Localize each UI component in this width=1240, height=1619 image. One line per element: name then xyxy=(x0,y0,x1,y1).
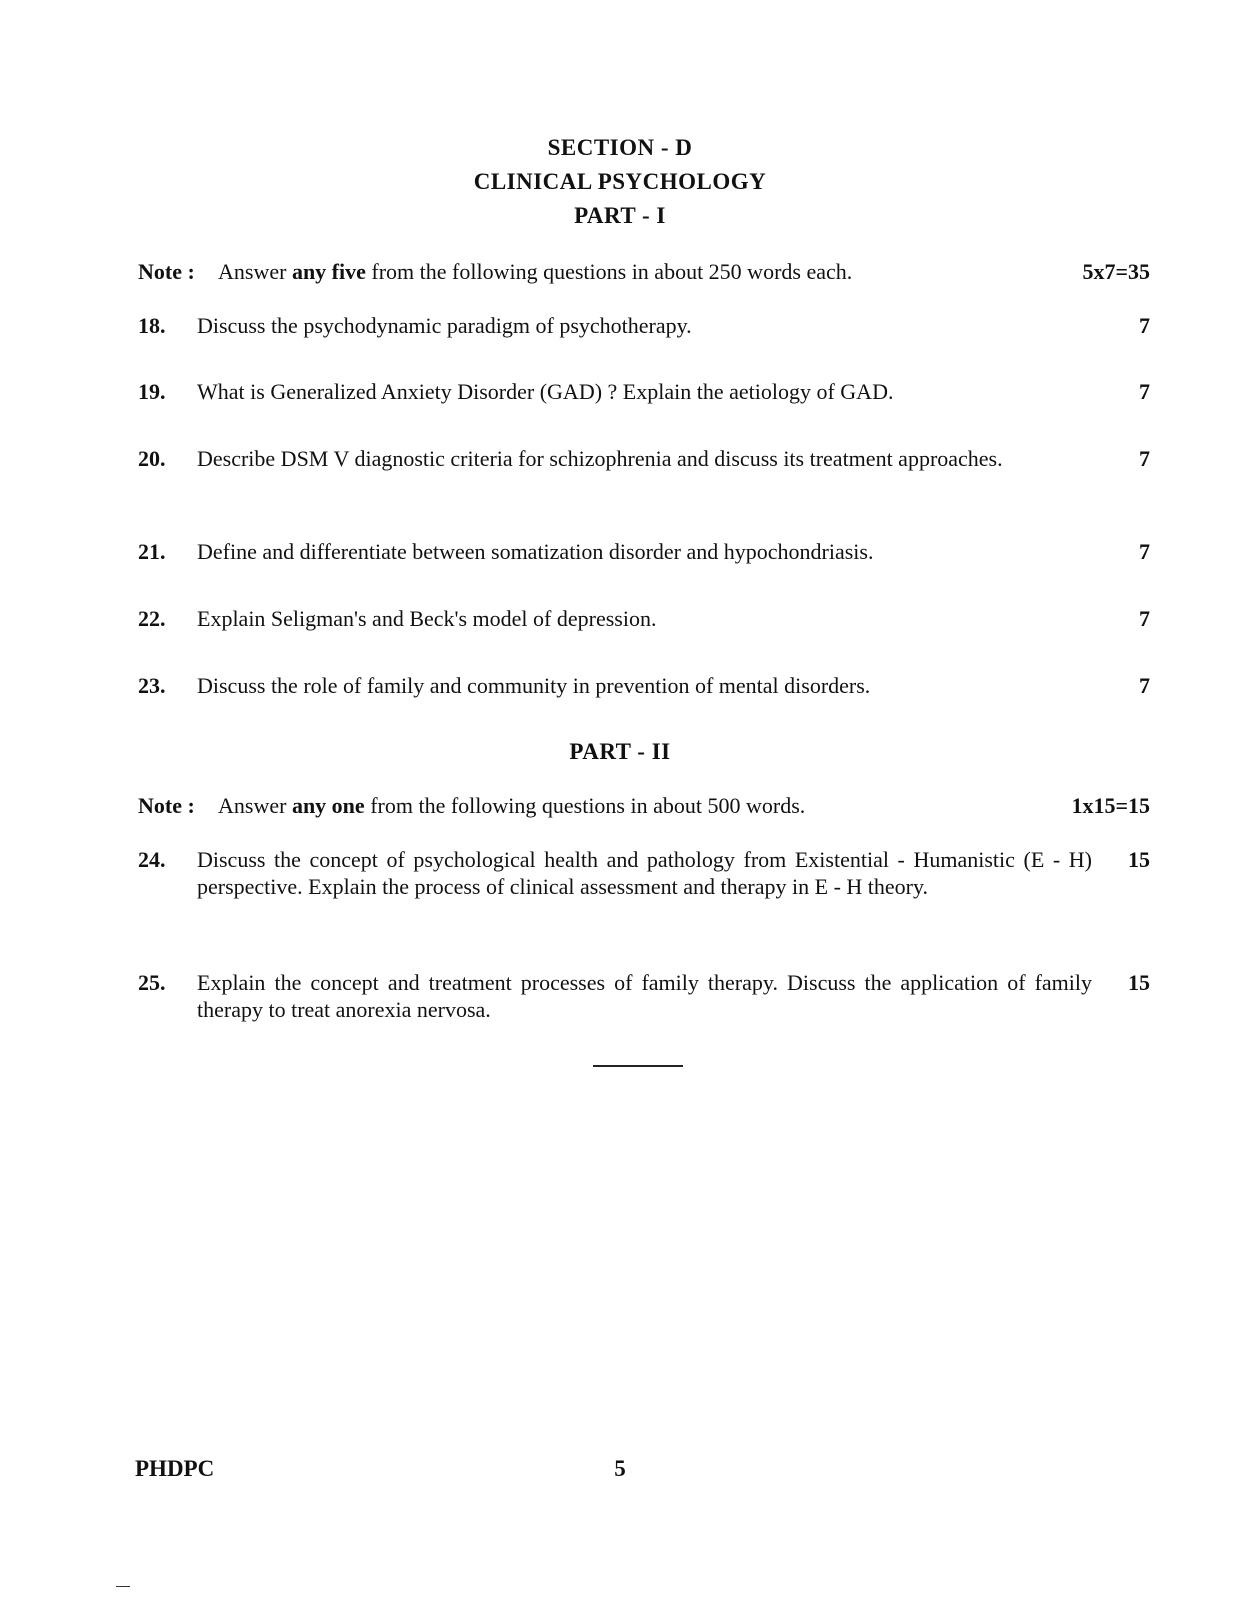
question-text: Explain the concept and treatment processes of family therapy. Discuss the application of family therapy to treat anorexia nervosa. xyxy=(197,970,1092,1022)
end-of-section-rule xyxy=(593,1065,683,1067)
question-number: 22. xyxy=(138,606,166,631)
part2-note-label: Note : xyxy=(138,793,195,818)
question-number: 21. xyxy=(138,539,166,564)
corner-dash xyxy=(116,1586,130,1587)
part2-note-marks: 1x15=15 xyxy=(1071,793,1150,818)
part2-note-bold: any one xyxy=(291,793,365,818)
part2-note-text xyxy=(218,792,1038,819)
part2-note-post: from the following questions in about 500 words. xyxy=(370,793,806,818)
question-number: 19. xyxy=(138,379,166,404)
question-text: Discuss the psychodynamic paradigm of psychotherapy. xyxy=(197,313,692,338)
question-text: Discuss the concept of psychological health and pathology from Existential - Humanistic (E - H) perspective. Explain the process of clinical assessment and therapy in E - H theory. xyxy=(197,847,1092,899)
part2-heading: PART - II xyxy=(569,739,671,764)
part1-note-label: Note : xyxy=(138,259,195,284)
subject-heading: CLINICAL PSYCHOLOGY xyxy=(473,169,767,194)
part1-note-post: from the following questions in about 250 words each. xyxy=(371,259,853,284)
part1-note-text xyxy=(218,258,1038,285)
question-text: What is Generalized Anxiety Disorder (GAD) ? Explain the aetiology of GAD. xyxy=(197,379,894,404)
question-marks: 7 xyxy=(1139,313,1150,338)
question-text: Describe DSM V diagnostic criteria for schizophrenia and discuss its treatment approaches. xyxy=(197,446,1003,471)
question-number: 20. xyxy=(138,446,166,471)
question-text: Discuss the role of family and community in prevention of mental disorders. xyxy=(197,673,871,698)
page-number: 5 xyxy=(614,1456,626,1481)
section-heading: SECTION - D xyxy=(547,135,693,160)
question-number: 24. xyxy=(138,847,166,872)
part1-heading: PART - I xyxy=(574,203,666,228)
part1-note-marks: 5x7=35 xyxy=(1082,259,1150,284)
question-marks: 15 xyxy=(1128,970,1150,995)
question-number: 25. xyxy=(138,970,166,995)
paper-code: PHDPC xyxy=(135,1456,215,1481)
question-text: Explain Seligman's and Beck's model of depression. xyxy=(197,606,657,631)
question-number: 23. xyxy=(138,673,166,698)
part1-note-pre: Answer xyxy=(218,259,287,284)
question-marks: 7 xyxy=(1139,446,1150,471)
part1-note-bold: any five xyxy=(291,259,366,284)
question-text: Define and differentiate between somatization disorder and hypochondriasis. xyxy=(197,539,874,564)
question-marks: 15 xyxy=(1128,847,1150,872)
question-marks: 7 xyxy=(1139,673,1150,698)
question-number: 18. xyxy=(138,313,166,338)
question-marks: 7 xyxy=(1139,379,1150,404)
question-marks: 7 xyxy=(1139,539,1150,564)
part2-note-pre: Answer xyxy=(218,793,287,818)
question-marks: 7 xyxy=(1139,606,1150,631)
